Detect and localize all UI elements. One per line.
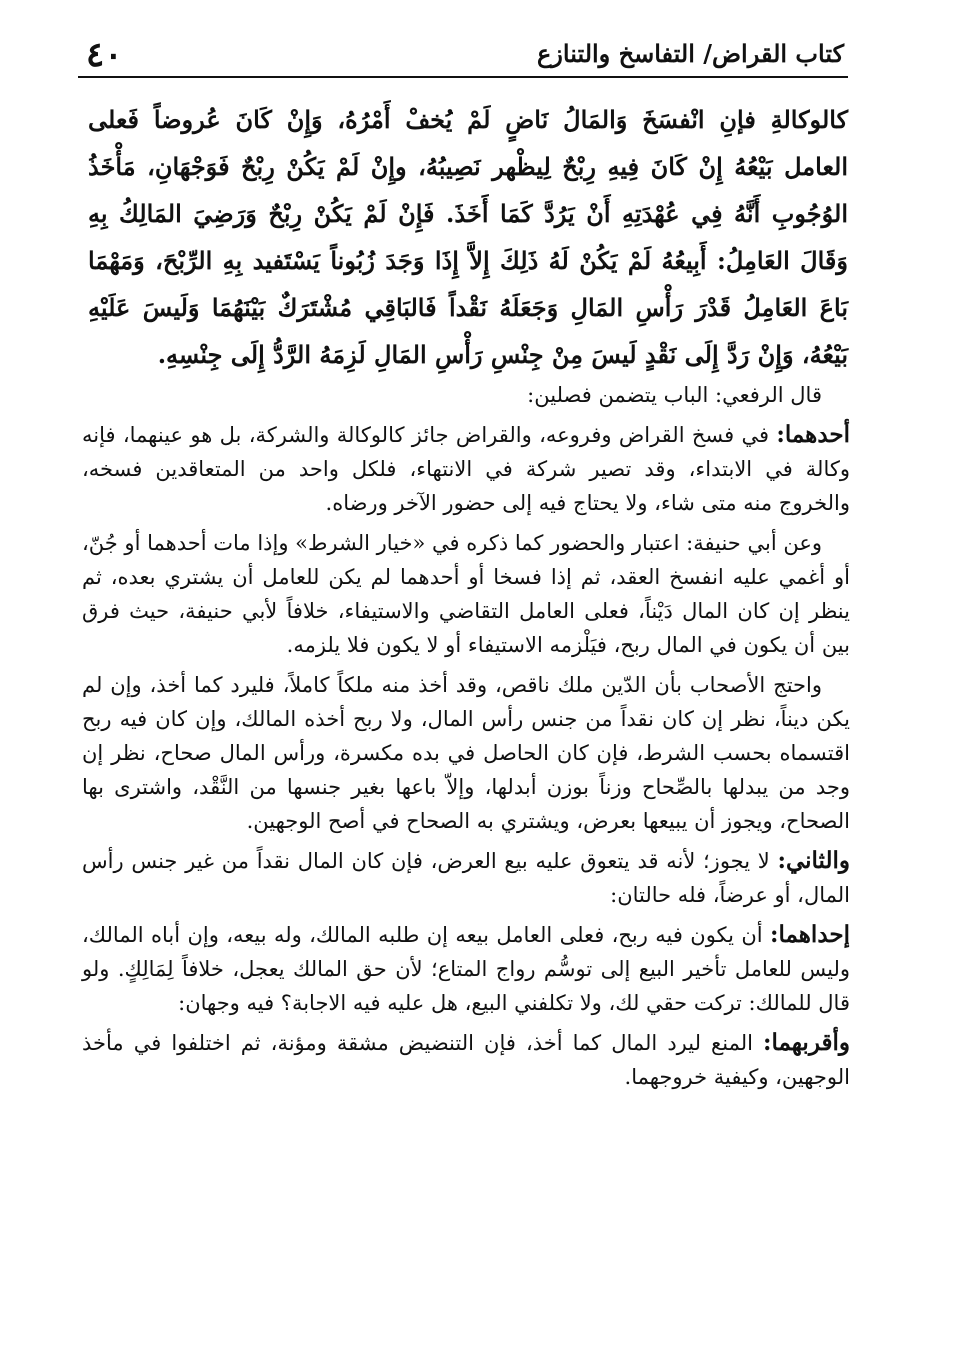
page-header: [78, 30, 848, 78]
commentary-paragraph-2: وعن أبي حنيفة: اعتبار والحضور كما ذكره في «خيار الشرط» وإذا مات أحدهما أو جُنّ، أو أغمي عليه انفسخ العقد، ثم إذا فسخا أو أحدهما لم يكن للعامل أن يشتري بعده، ثم ينظر إن كان المال دَيْناً، فعلى العامل التقاضي والاستيفاء، خلافاً لأبي حنيفة، حيث فرق بين أن يكون في المال ربح، فيَلْزمه الاستيفاء أو لا يكون فلا يلزمه.: [82, 531, 850, 657]
running-title: كتاب القراض/ التفاسخ والتنازع: [536, 39, 844, 68]
paragraph-body: لا يجوز؛ لأنه قد يتعوق عليه بيع العرض، فإن كان المال نقداً من غير جنس رأس المال، أو عرضاً، فله حالتان:: [82, 849, 850, 907]
commentary-paragraph-1: [82, 418, 850, 520]
commentary-paragraph-3: واحتج الأصحاب بأن الدّين ملك ناقص، وقد أخذ منه ملكاً كاملاً، فليرد كما أخذ، وإن لم يكن ديناً، نظر إن كان نقداً من جنس رأس المال، ولا ربح أخذه المالك، وإن كان فيه ربح اقتسماه بحسب الشرط، فإن كان الحاصل في بده مكسرة، ورأس المال صحاح، نظر إن وجد من يبدلها بالصِّحاح وزناً بوزن أبدلها، وإلاّ باعها بغير جنسها من النَّقْد، واشترى بها الصحاح، ويجوز أن يبيعها بعرض، ويشتري به الصحاح في أصح الوجهين.: [82, 673, 850, 833]
commentary-intro: قال الرفعي: الباب يتضمن فصلين:: [527, 383, 822, 407]
paragraph-lead: إحداهما:: [770, 921, 850, 948]
paragraph-body: المنع ليرد المال كما أخذ، فإن التنضيض مشقة ومؤنة، ثم اختلفوا في مأخذ الوجهين، وكيفية خروجهما.: [82, 1031, 850, 1089]
paragraph-lead: وأقربهما:: [763, 1029, 850, 1056]
paragraph-body: أن يكون فيه ربح، فعلى العامل بيعه إن طلبه المالك، وله بيعه، وإن أباه المالك، وليس للعامل تأخير البيع إلى توسُّم رواج المتاع؛ لأن حق المالك يعجل، خلافاً لِمَالِكٍ. ولو قال للمالك: تركت حقي لك، ولا تكلفني البيع، هل عليه فيه الاجابة؟ فيه وجهان:: [82, 923, 850, 1015]
commentary-paragraph-4: [82, 844, 850, 912]
paragraph-lead: أحدهما:: [776, 421, 850, 448]
commentary-paragraph-5: [82, 918, 850, 1020]
commentary: [82, 378, 850, 1100]
paragraph-lead: والثاني:: [777, 847, 850, 874]
paragraph-body: في فسخ القراض وفروعه، والقراض جائز كالوكالة والشركة، بل هو عينهما، فإنه وكالة في الابتداء، وقد تصير شركة في الانتهاء، فلكل واحد من المتعاقدين فسخه، والخروج منه متى شاء، ولا يحتاج فيه إلى حضور الآخر ورضاه.: [82, 423, 850, 515]
commentary-paragraph-6: [82, 1026, 850, 1094]
page-number: ٤٠: [86, 35, 123, 75]
matn-text: كالوكالةِ فإنِ انْفسَخَ وَالمَالُ نَاضٍ لَمْ يُخفْ أَمْرُهُ، وَإِنْ كَانَ عُروضاً فَعلى العامل بَيْعُهُ إِنْ كَانَ فِيهِ رِبْحٌ لِيظْهر نَصِيبُهُ، وإِنْ لَمْ يَكُنْ رِبْحٌ فَوَجْهَانِ، مَأْخَذُ الوُجُوبِ أَنَّهُ فِي عُهْدَتِهِ أَنْ يَرُدَّ كَمَا أَخَذَ. فَإِنْ لَمْ يَكُنْ رِبْحٌ وَرَضِيَ المَالِكُ بِهِ وَقَالَ العَامِلُ: أَبِيعُهُ لَمْ يَكُنْ لَهُ ذَلِكَ إِلاَّ إِذَا وَجَدَ زُبُوناً يَسْتَفيد بِهِ الرِّبْحَ، وَمَهْمَا بَاعَ العَامِلُ قَدْرَ رَأْسِ المَالِ وَجَعَلَهُ نَقْداً فَالبَاقِي مُشْتَرَكٌ بَيْنَهُمَا وَلَيسَ عَلَيْهِ بَيْعُهُ، وَإِنْ رَدَّ إِلَى نَقْدٍ لَيسَ مِنْ جِنْسِ رَأْسِ المَالِ لَزِمَهُ الرَّدُّ إِلَى جِنْسِهِ.: [88, 105, 848, 369]
